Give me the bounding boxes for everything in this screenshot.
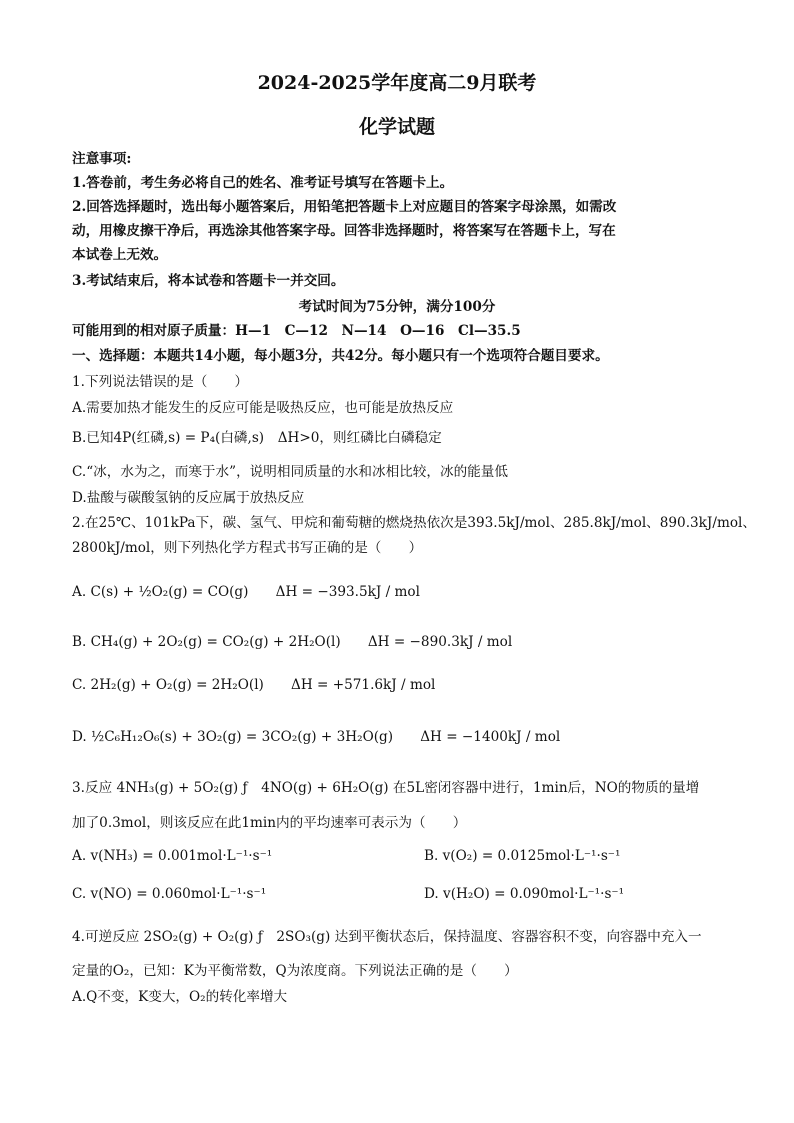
notes-heading: 注意事项: xyxy=(72,151,132,167)
note-3: 3.考试结束后，将本试卷和答题卡一并交回。 xyxy=(72,273,345,289)
atomic-masses: 可能用到的相对原子质量：H—1 C—12 N—14 O—16 Cl—35.5 xyxy=(72,323,521,339)
q3-stem-line1: 3.反应 4NH₃(g) + 5O₂(g) ƒ 4NO(g) + 6H₂O(g) 在5L密闭容器中进行，1min后，NO的物质的量增 xyxy=(72,780,700,796)
q1-stem: 1.下列说法错误的是（ ） xyxy=(72,374,249,390)
q1-option-a: A.需要加热才能发生的反应可能是吸热反应，也可能是放热反应 xyxy=(72,400,454,416)
q3-option-c: C. v(NO) = 0.060mol·L⁻¹·s⁻¹ xyxy=(72,886,267,902)
q4-option-a: A.Q不变，K变大，O₂的转化率增大 xyxy=(72,989,288,1005)
page-subtitle: 化学试题 xyxy=(358,116,435,138)
q1-option-b: B.已知4P(红磷,s) = P₄(白磷,s) ΔH>0，则红磷比白磷稳定 xyxy=(72,430,442,446)
q2-option-a: A. C(s) + ½O₂(g) = CO(g) ΔH = −393.5kJ / mol xyxy=(72,584,420,600)
q2-stem-line1: 2.在25℃、101kPa下，碳、氢气、甲烷和葡萄糖的燃烧热依次是393.5kJ/mol、285.8kJ/mol、890.3kJ/mol、 xyxy=(72,515,756,531)
q2-option-b: B. CH₄(g) + 2O₂(g) = CO₂(g) + 2H₂O(l) ΔH = −890.3kJ / mol xyxy=(72,634,513,650)
note-2-line2: 动，用橡皮擦干净后，再选涂其他答案字母。回答非选择题时，将答案写在答题卡上，写在 xyxy=(72,223,616,239)
page-title: 2024-2025学年度高二9月联考 xyxy=(257,72,537,94)
q3-option-d: D. v(H₂O) = 0.090mol·L⁻¹·s⁻¹ xyxy=(424,886,625,902)
q2-option-c: C. 2H₂(g) + O₂(g) = 2H₂O(l) ΔH = +571.6kJ / mol xyxy=(72,677,436,693)
q2-option-d: D. ½C₆H₁₂O₆(s) + 3O₂(g) = 3CO₂(g) + 3H₂O(g) ΔH = −1400kJ / mol xyxy=(72,729,561,745)
q3-option-b: B. v(O₂) = 0.0125mol·L⁻¹·s⁻¹ xyxy=(424,848,621,864)
exam-time: 考试时间为75分钟，满分100分 xyxy=(298,299,496,315)
note-2-line1: 2.回答选择题时，选出每小题答案后，用铅笔把答题卡上对应题目的答案字母涂黑，如需改 xyxy=(72,199,617,215)
q1-option-c: C.“冰，水为之，而寒于水”，说明相同质量的水和冰相比较，冰的能量低 xyxy=(72,464,508,480)
q4-stem-line1: 4.可逆反应 2SO₂(g) + O₂(g) ƒ 2SO₃(g) 达到平衡状态后，保持温度、容器容积不变，向容器中充入一 xyxy=(72,929,702,945)
q2-stem-line2: 2800kJ/mol，则下列热化学方程式书写正确的是（ ） xyxy=(72,540,423,556)
q4-stem-line2: 定量的O₂，已知：K为平衡常数，Q为浓度商。下列说法正确的是（ ） xyxy=(72,963,518,979)
q3-option-row2 xyxy=(72,885,724,903)
q1-option-d: D.盐酸与碳酸氢钠的反应属于放热反应 xyxy=(72,490,305,506)
note-1: 1.答卷前，考生务必将自己的姓名、准考证号填写在答题卡上。 xyxy=(72,175,454,191)
q3-option-a: A. v(NH₃) = 0.001mol·L⁻¹·s⁻¹ xyxy=(72,848,273,864)
note-2-line3: 本试卷上无效。 xyxy=(72,247,168,263)
section-heading: 一、选择题：本题共14小题，每小题3分，共42分。每小题只有一个选项符合题目要求。 xyxy=(72,348,609,364)
q3-option-row1 xyxy=(72,847,724,865)
q3-stem-line2: 加了0.3mol，则该反应在此1min内的平均速率可表示为（ ） xyxy=(72,815,467,831)
